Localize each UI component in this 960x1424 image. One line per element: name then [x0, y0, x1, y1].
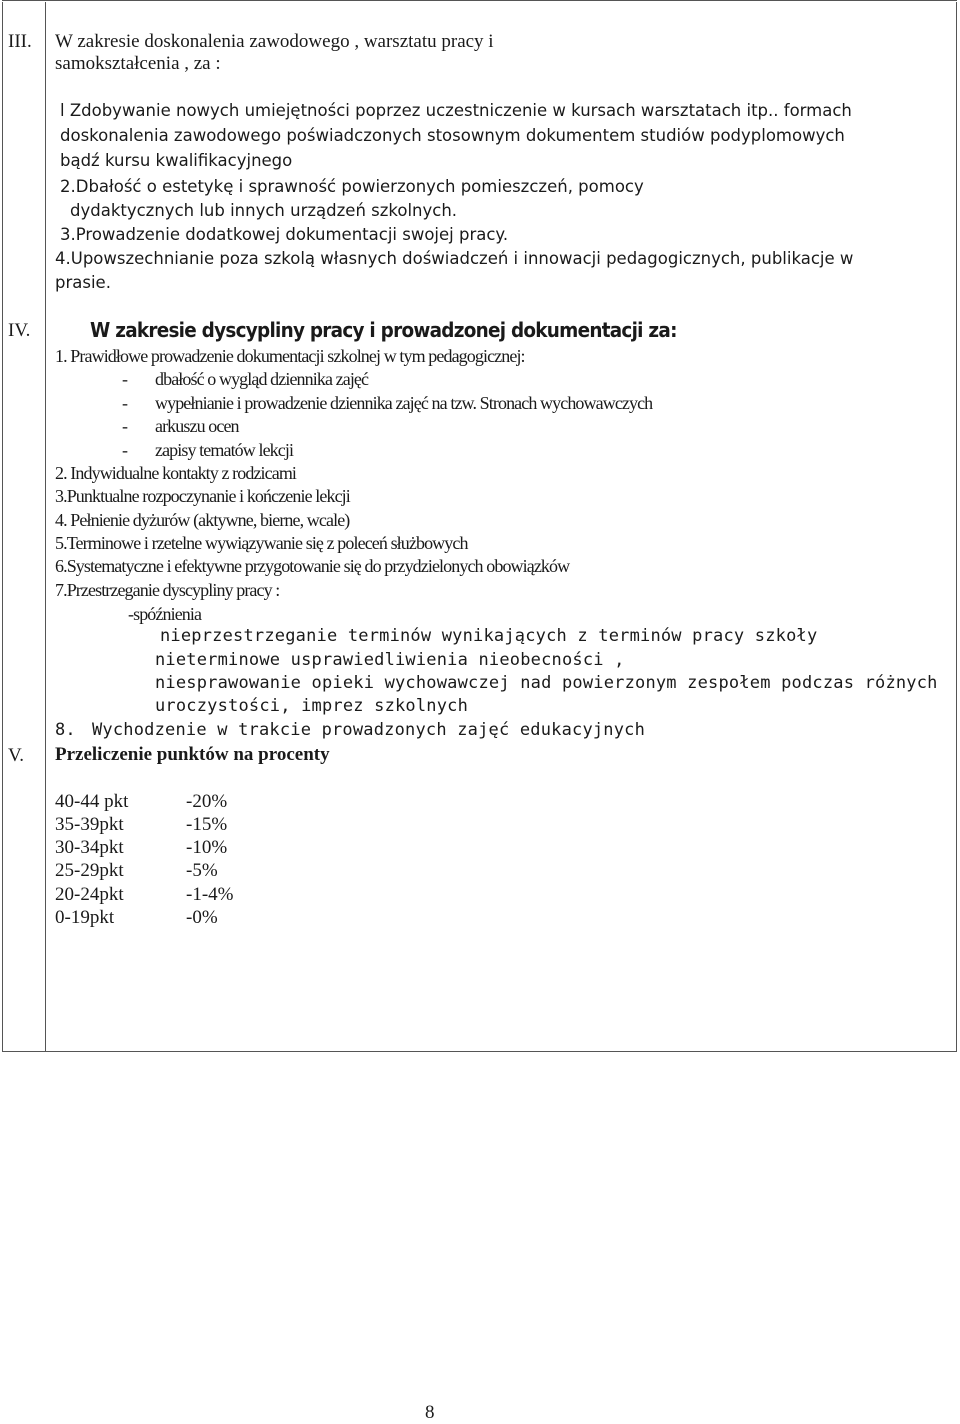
section-heading: Przeliczenie punktów na procenty [55, 744, 330, 765]
section-heading: W zakresie doskonalenia zawodowego , warsztatu pracy i [55, 31, 494, 52]
list-item: dydaktycznych lub innych urządzeń szkolnych. [70, 201, 458, 220]
dash-symbol: - [122, 369, 128, 389]
section-numeral: V. [8, 745, 25, 766]
list-item-number: 8. [55, 720, 76, 740]
list-item: 5.Terminowe i rzetelne wywiązywanie się z poleceń służbowych [55, 533, 468, 553]
dash-symbol: - [122, 393, 128, 413]
list-item: prasie. [55, 273, 111, 292]
list-item: niesprawowanie opieki wychowawczej nad powierzonym zespołem podczas różnych [155, 673, 938, 693]
list-item: 6.Systematyczne i efektywne przygotowanie się do przydzielonych obowiązków [55, 556, 570, 576]
points-range: 40-44 pkt [55, 791, 129, 812]
list-item: 3.Punktualne rozpoczynanie i kończenie lekcji [55, 486, 350, 506]
list-item: bądź kursu kwalifikacyjnego [60, 151, 293, 170]
list-item: 4.Upowszechnianie poza szkolą własnych doświadczeń i innowacji pedagogicznych, publikacje w [55, 249, 854, 268]
points-range: 20-24pkt [55, 884, 124, 905]
percent-value: -0% [186, 907, 218, 928]
list-item: uroczystości, imprez szkolnych [155, 696, 469, 716]
table-top-border [2, 0, 957, 1]
list-item: 2. Indywidualne kontakty z rodzicami [55, 463, 297, 483]
list-item: Wychodzenie w trakcie prowadzonych zajęć edukacyjnych [92, 720, 646, 740]
percent-value: -1-4% [186, 884, 234, 905]
list-item: 2.Dbałość o estetykę i sprawność powierzonych pomieszczeń, pomocy [60, 177, 644, 196]
points-range: 25-29pkt [55, 860, 124, 881]
list-item: 7.Przestrzeganie dyscypliny pracy : [55, 580, 280, 600]
section-numeral: III. [8, 31, 32, 52]
points-range: 0-19pkt [55, 907, 115, 928]
percent-value: -15% [186, 814, 228, 835]
points-range: 30-34pkt [55, 837, 124, 858]
section-heading: samokształcenia , za : [55, 53, 221, 74]
list-item: 4. Pełnienie dyżurów (aktywne, bierne, wcale) [55, 510, 350, 530]
list-item: dbałość o wygląd dziennika zajęć [155, 369, 369, 389]
list-item: -spóźnienia [128, 604, 202, 624]
dash-symbol: - [122, 440, 128, 460]
page-number: 8 [425, 1402, 435, 1423]
dash-symbol: - [122, 416, 128, 436]
section-heading: W zakresie dyscypliny pracy i prowadzonej dokumentacji za: [90, 318, 677, 342]
list-item: nieprzestrzeganie terminów wynikających z terminów pracy szkoły [160, 626, 818, 646]
points-range: 35-39pkt [55, 814, 124, 835]
percent-value: -5% [186, 860, 218, 881]
percent-value: -20% [186, 791, 228, 812]
column-divider [45, 2, 46, 1052]
percent-value: -10% [186, 837, 228, 858]
list-item: 1. Prawidłowe prowadzenie dokumentacji szkolnej w tym pedagogicznej: [55, 346, 525, 366]
list-item: arkuszu ocen [155, 416, 239, 436]
list-item: doskonalenia zawodowego poświadczonych stosownym dokumentem studiów podyplomowych [60, 126, 845, 145]
list-item: zapisy tematów lekcji [155, 440, 294, 460]
list-item: wypełnianie i prowadzenie dziennika zajęć na tzw. Stronach wychowawczych [155, 393, 653, 413]
section-numeral: IV. [8, 320, 31, 341]
list-item: 3.Prowadzenie dodatkowej dokumentacji swojej pracy. [60, 225, 509, 244]
list-item: l Zdobywanie nowych umiejętności poprzez uczestniczenie w kursach warsztatach itp.. formach [60, 101, 852, 120]
list-item: nieterminowe usprawiedliwienia nieobecności , [155, 650, 625, 670]
